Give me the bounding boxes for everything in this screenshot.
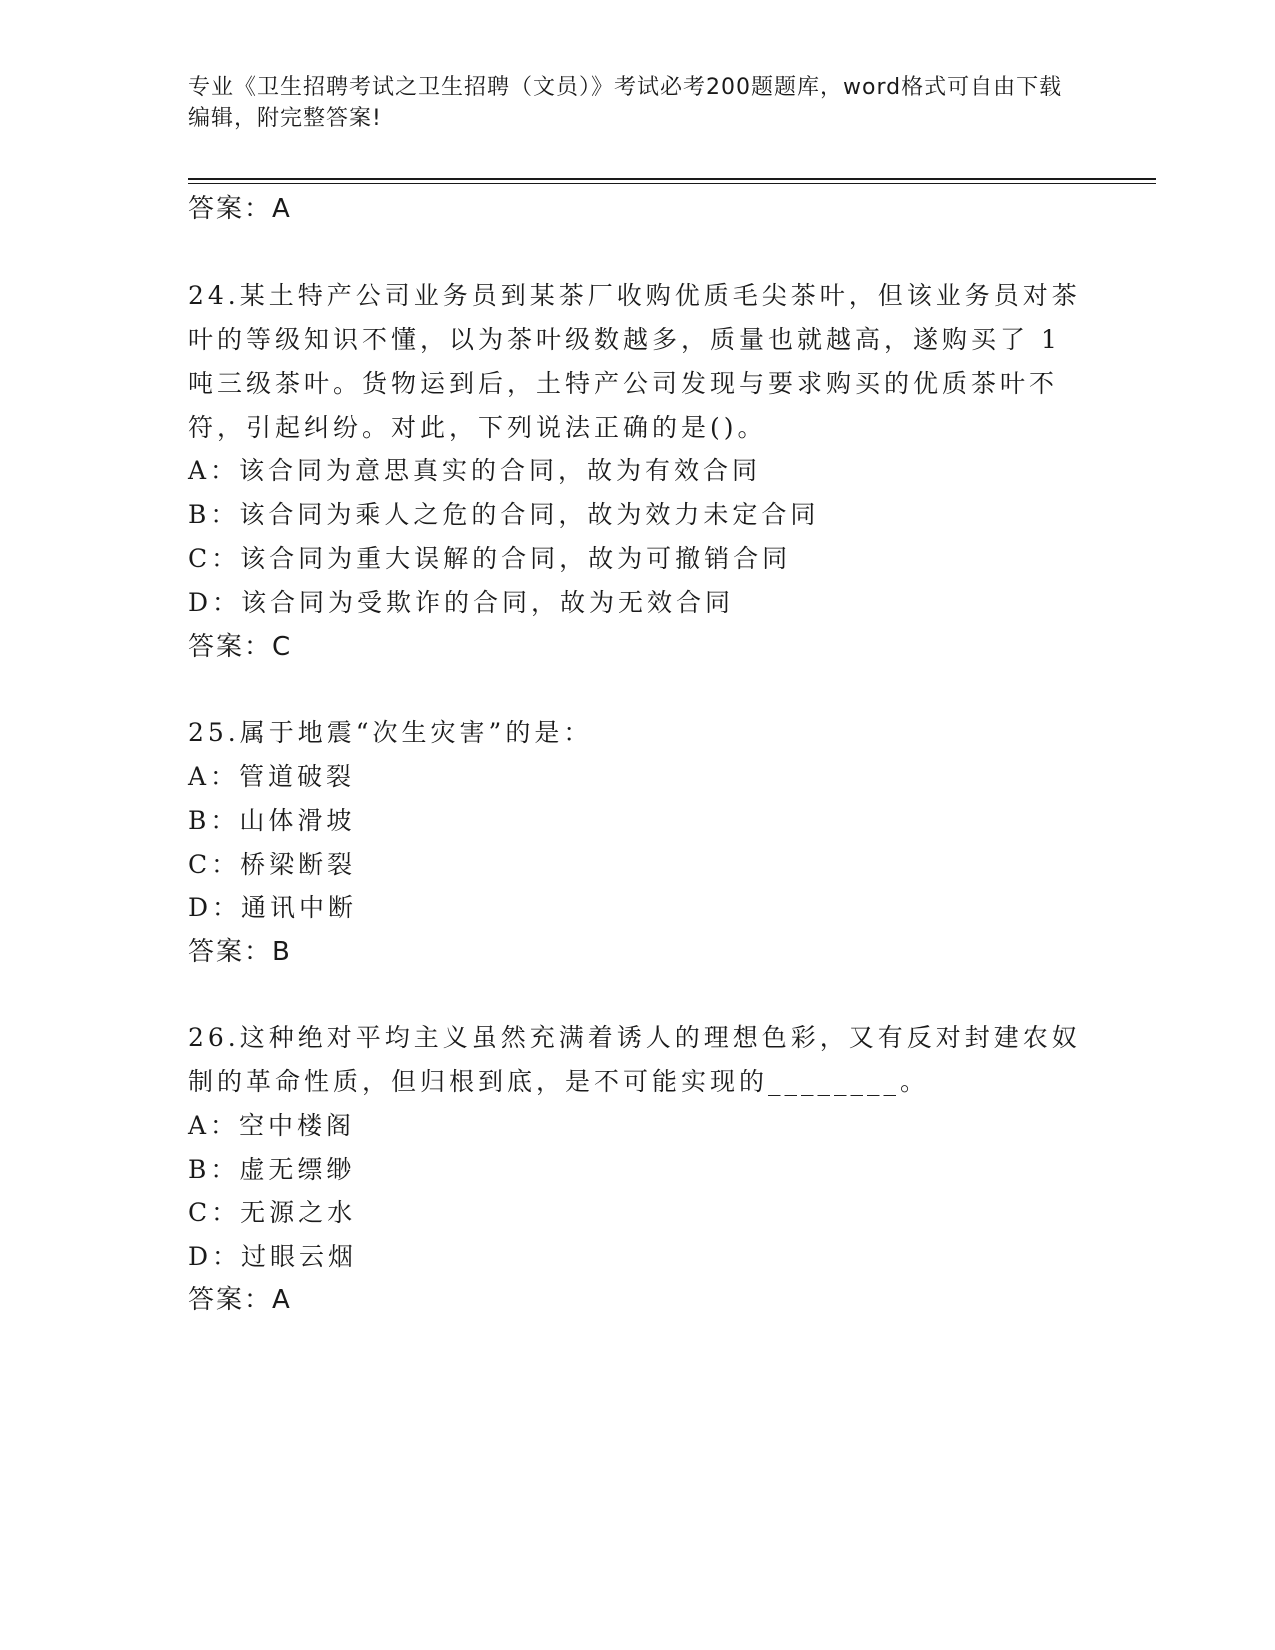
question-24-option-d: D：该合同为受欺诈的合同，故为无效合同 [188, 588, 735, 617]
question-26-line-2: 制的革命性质，但归根到底，是不可能实现的________。 [188, 1067, 930, 1096]
question-25-option-b: B：山体滑坡 [188, 806, 356, 835]
question-25-option-c: C：桥梁断裂 [188, 850, 357, 879]
question-24-line-3: 吨三级茶叶。货物运到后，土特产公司发现与要求购买的优质茶叶不 [188, 369, 1059, 398]
document-header: 专业《卫生招聘考试之卫生招聘（文员）》考试必考200题题库，word格式可自由下载编辑，附完整答案! [188, 75, 1063, 131]
question-26-option-c: C：无源之水 [188, 1198, 357, 1227]
question-25-line-1: 25.属于地震“次生灾害”的是： [188, 718, 593, 747]
question-24-line-1: 24.某土特产公司业务员到某茶厂收购优质毛尖茶叶，但该业务员对茶 [188, 281, 1081, 310]
question-26-option-b: B：虚无缥缈 [188, 1155, 356, 1184]
question-24-line-4: 符，引起纠纷。对此，下列说法正确的是()。 [188, 413, 767, 442]
question-26-answer: 答案：A [188, 1285, 292, 1315]
question-26-line-1: 26.这种绝对平均主义虽然充满着诱人的理想色彩，又有反对封建农奴 [188, 1023, 1081, 1052]
question-24-option-a: A：该合同为意思真实的合同，故为有效合同 [188, 456, 762, 485]
question-24-answer: 答案：C [188, 632, 293, 662]
question-24-option-c: C：该合同为重大误解的合同，故为可撤销合同 [188, 544, 792, 573]
question-25-answer: 答案：B [188, 937, 292, 967]
previous-answer: 答案：A [188, 194, 292, 224]
header-divider-thin [188, 183, 1156, 184]
question-25-option-d: D：通讯中断 [188, 893, 358, 922]
question-26-option-d: D：过眼云烟 [188, 1242, 358, 1271]
question-26-option-a: A：空中楼阁 [188, 1111, 356, 1140]
question-24-line-2: 叶的等级知识不懂，以为茶叶级数越多，质量也就越高，遂购买了 1 [188, 325, 1061, 354]
question-25-option-a: A：管道破裂 [188, 762, 356, 791]
header-divider [188, 178, 1156, 180]
question-24-option-b: B：该合同为乘人之危的合同，故为效力未定合同 [188, 500, 820, 529]
